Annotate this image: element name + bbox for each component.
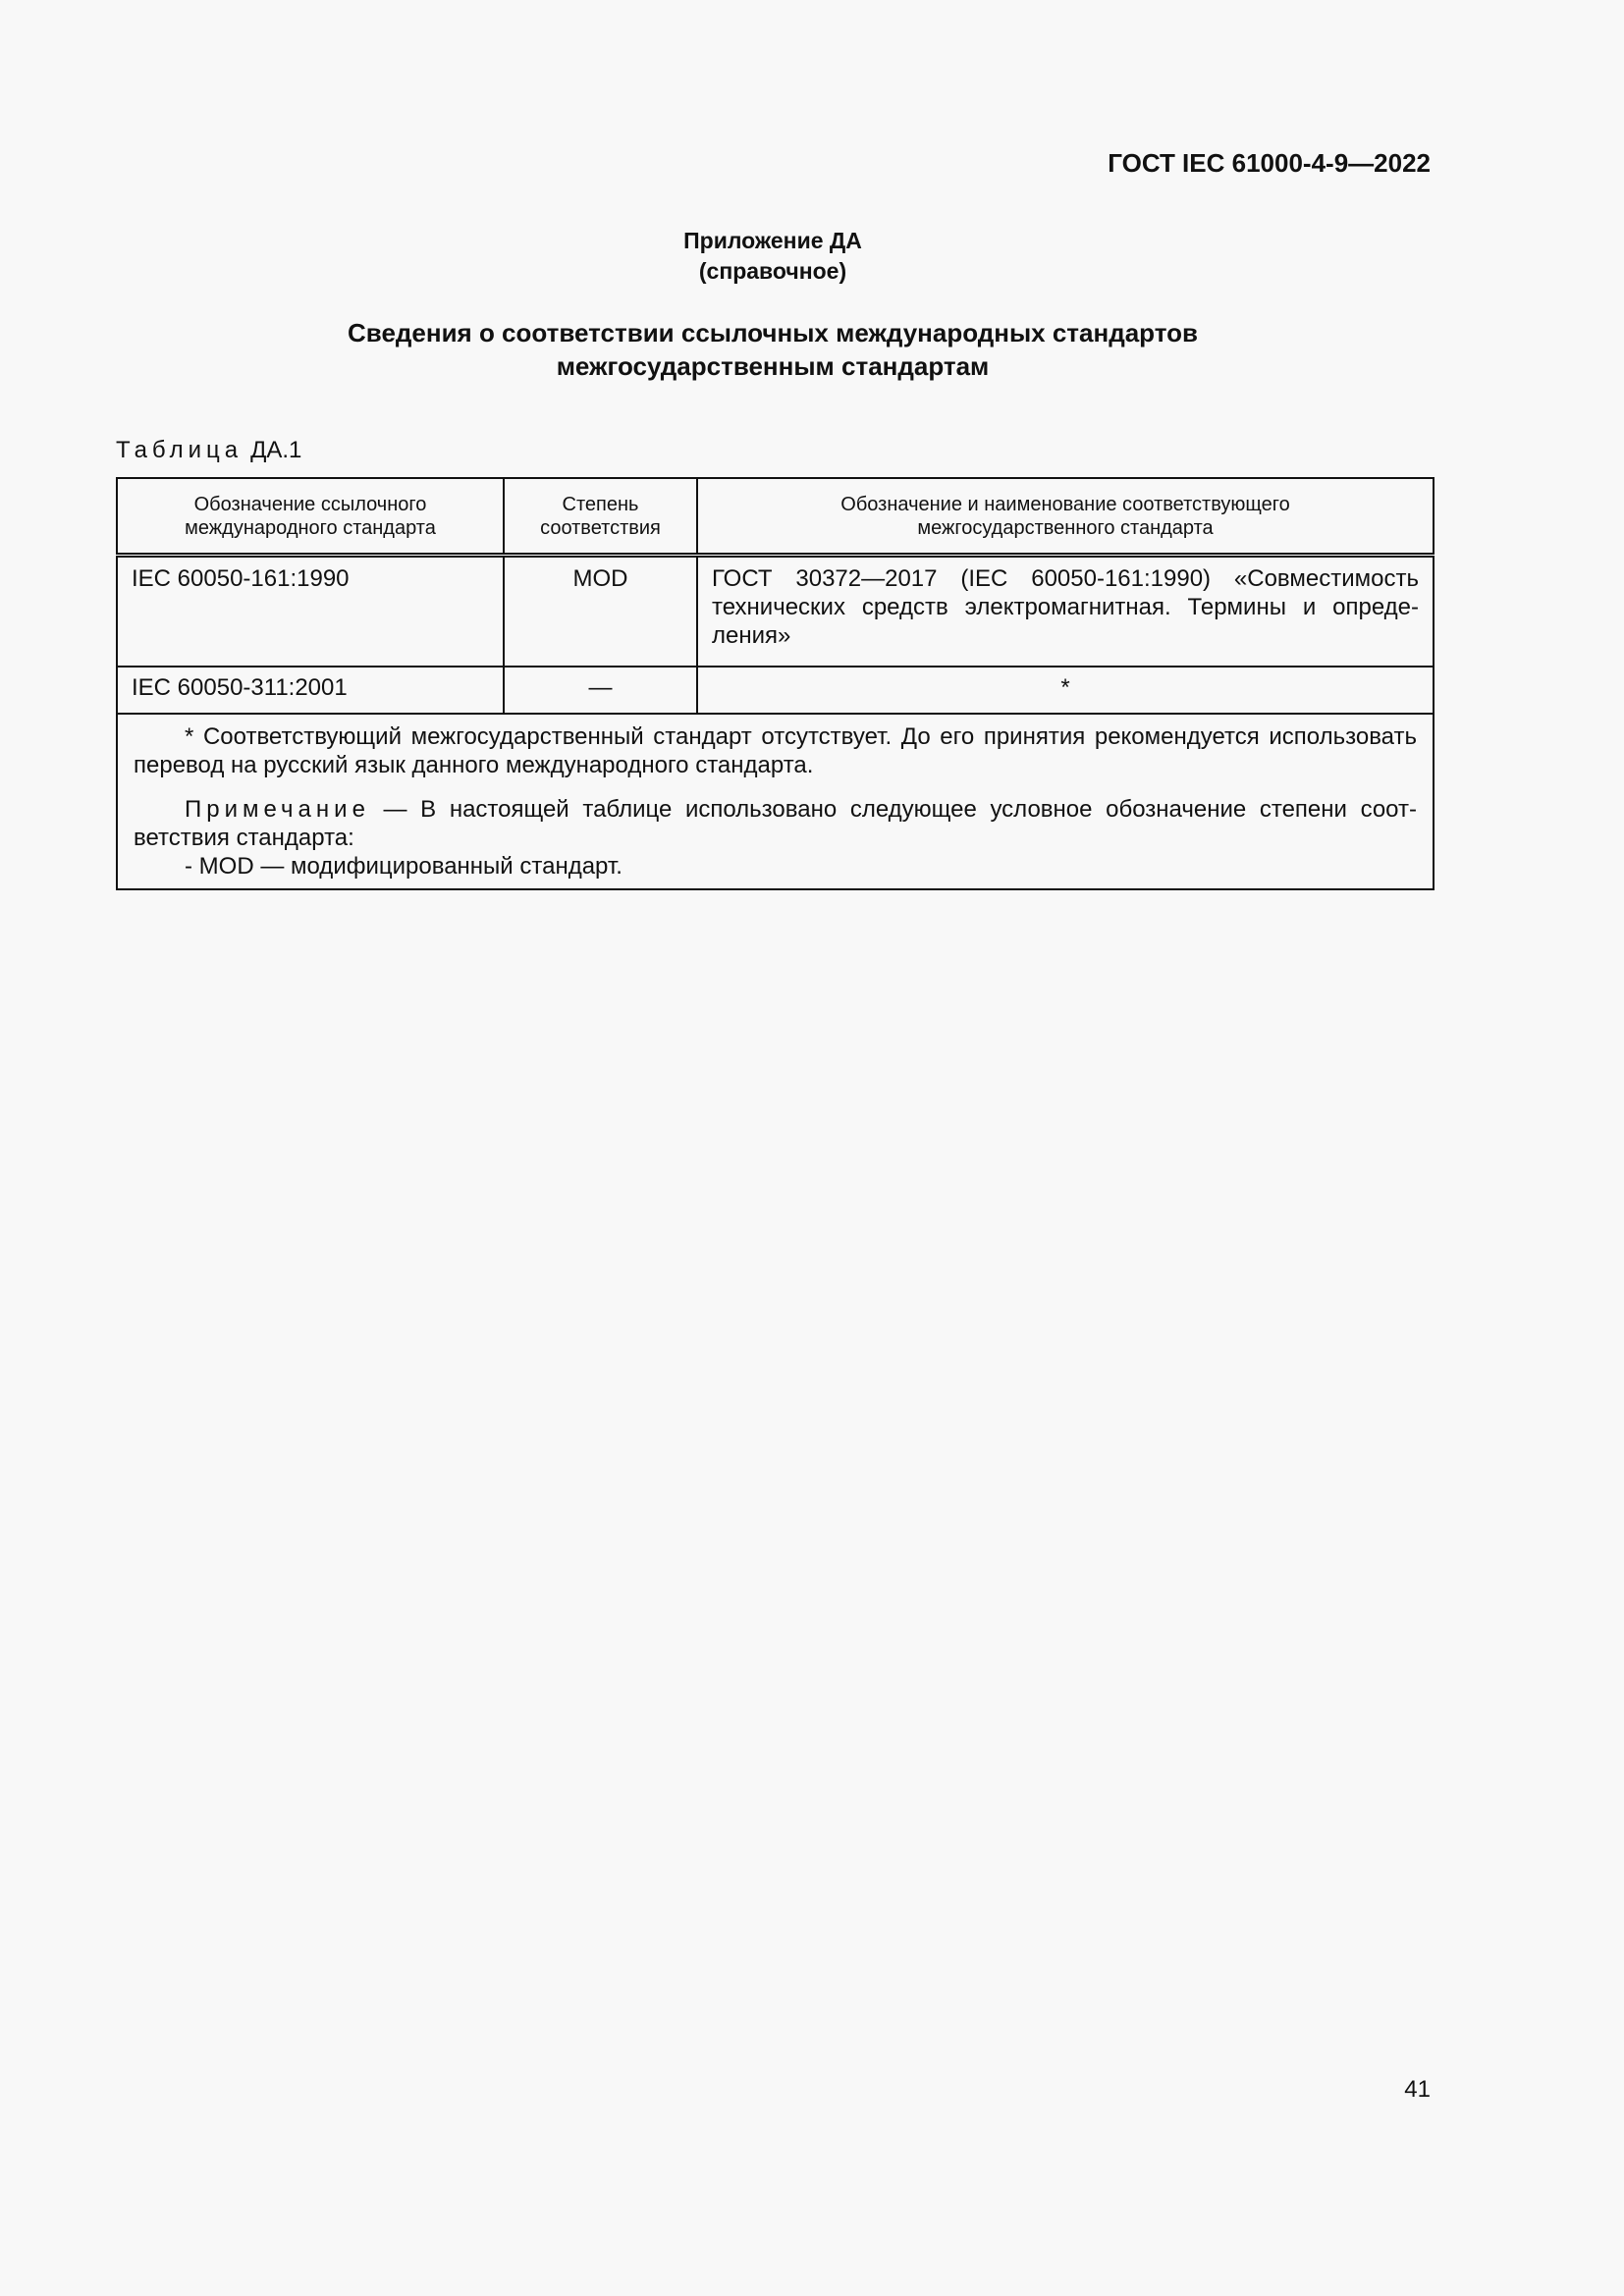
note-list-item: - MOD — модифицированный стандарт.: [185, 853, 623, 880]
table-caption: [116, 436, 301, 465]
standards-table: [116, 477, 1435, 890]
document-id: ГОСТ IEC 61000-4-9—2022: [1108, 148, 1431, 178]
cell-standard: *: [697, 667, 1434, 714]
table-header-row: [117, 478, 1434, 556]
section-title-line1: Сведения о соответствии ссылочных международных стандартов: [348, 318, 1198, 347]
appendix-heading: [0, 226, 1545, 287]
footnote-text: * Соответствующий межгосударственный стандарт отсутствует. До его принятия рекомендуется использовать перевод на русский язык данного международного стандарта.: [134, 723, 1417, 778]
note-text: — В настоящей таблице использовано следующее условное обозначение степени соответствия стандарта:: [134, 796, 1417, 851]
cell-standard: ГОСТ 30372—2017 (IEC 60050-161:1990) «Совместимость технических средств электромагнитная. Термины и определения»: [697, 556, 1434, 667]
section-title-line2: межгосударственным стандартам: [556, 351, 990, 381]
section-title: [0, 316, 1545, 383]
column-header-reference: [117, 478, 504, 556]
appendix-title: Приложение ДА: [683, 228, 862, 253]
column-header-reference-line1: Обозначение ссылочного: [193, 493, 427, 515]
page-number: 41: [1404, 2076, 1431, 2103]
column-header-degree-line2: соответствия: [540, 516, 661, 539]
column-header-degree: [504, 478, 697, 556]
table-footnote-cell: [117, 714, 1434, 889]
cell-degree: —: [504, 667, 697, 714]
column-header-standard-line2: межгосударственного стандарта: [917, 516, 1214, 539]
table-row: [117, 667, 1434, 714]
note-paragraph: [134, 795, 1417, 852]
cell-reference: IEC 60050-161:1990: [117, 556, 504, 667]
column-header-standard: [697, 478, 1434, 556]
table-footnote-row: [117, 714, 1434, 889]
column-header-reference-line2: международного стандарта: [185, 516, 436, 539]
column-header-standard-line1: Обозначение и наименование соответствующего: [840, 493, 1290, 515]
table-caption-number: ДА.1: [250, 437, 302, 463]
cell-degree: MOD: [504, 556, 697, 667]
appendix-subtitle: (справочное): [698, 258, 847, 284]
table-caption-word: Таблица: [116, 437, 244, 463]
cell-reference: IEC 60050-311:2001: [117, 667, 504, 714]
note-label: Примечание: [185, 796, 370, 823]
column-header-degree-line1: Степень: [562, 493, 639, 515]
table-row: [117, 556, 1434, 667]
